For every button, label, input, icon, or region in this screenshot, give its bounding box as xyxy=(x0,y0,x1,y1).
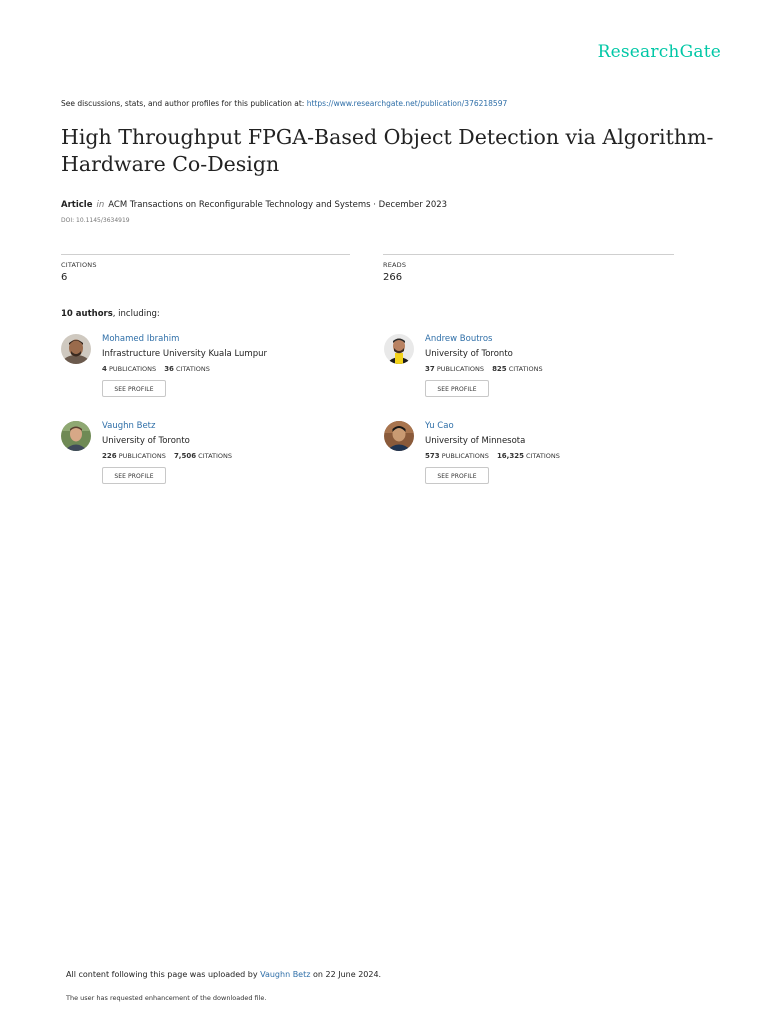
author-card-vaughn-betz xyxy=(61,421,361,501)
publication-url-link[interactable]: https://www.researchgate.net/publication/376218597 xyxy=(306,99,508,108)
uploader-link[interactable]: Vaughn Betz xyxy=(260,970,311,979)
author-institution: University of Toronto xyxy=(425,349,513,359)
author-institution: Infrastructure University Kuala Lumpur xyxy=(102,349,267,359)
enhancement-note: The user has requested enhancement of the downloaded file. xyxy=(66,994,267,1002)
see-profile-button[interactable]: SEE PROFILE xyxy=(425,467,489,484)
author-card-andrew-boutros xyxy=(384,334,684,414)
citations-label: CITATIONS xyxy=(61,261,97,269)
reads-label: READS xyxy=(383,261,407,269)
author-citations-count: 36 xyxy=(164,365,174,373)
authors-including: , including: xyxy=(112,309,160,319)
author-citations-count: 16,325 xyxy=(496,452,524,460)
publication-venue: ACM Transactions on Reconfigurable Technology and Systems · December 2023 xyxy=(108,200,448,210)
see-profile-button[interactable]: SEE PROFILE xyxy=(425,380,489,397)
doi-text: DOI: 10.1145/3634919 xyxy=(61,217,130,224)
see-discussions-text: See discussions, stats, and author profiles for this publication at: xyxy=(61,99,305,108)
author-publications-count: 37 xyxy=(425,365,435,373)
author-name-link[interactable]: Andrew Boutros xyxy=(425,334,493,344)
author-institution: University of Minnesota xyxy=(425,436,526,446)
author-publications-count: 4 xyxy=(102,365,107,373)
author-name-link[interactable]: Yu Cao xyxy=(425,421,454,431)
see-discussions-line xyxy=(61,99,507,108)
author-citations-label: CITATIONS xyxy=(176,365,210,373)
author-stats xyxy=(425,365,543,373)
author-publications-label: PUBLICATIONS xyxy=(118,452,166,460)
upload-suffix: on 22 June 2024. xyxy=(313,970,382,979)
author-stats xyxy=(102,365,210,373)
citations-divider xyxy=(61,254,350,255)
author-stats xyxy=(102,452,232,460)
see-profile-button[interactable]: SEE PROFILE xyxy=(102,467,166,484)
upload-prefix: All content following this page was uploaded by xyxy=(66,970,258,979)
author-publications-count: 573 xyxy=(425,452,440,460)
author-citations-label: CITATIONS xyxy=(526,452,560,460)
reads-divider xyxy=(383,254,674,255)
author-card-mohamed-ibrahim xyxy=(61,334,361,414)
publication-meta xyxy=(61,200,447,210)
author-publications-label: PUBLICATIONS xyxy=(441,452,489,460)
author-publications-label: PUBLICATIONS xyxy=(436,365,484,373)
see-profile-button[interactable]: SEE PROFILE xyxy=(102,380,166,397)
author-citations-label: CITATIONS xyxy=(508,365,543,373)
authors-heading xyxy=(61,309,160,319)
author-avatar[interactable] xyxy=(384,421,414,451)
author-name-link[interactable]: Vaughn Betz xyxy=(102,421,156,431)
publication-in: in xyxy=(96,200,105,210)
author-publications-label: PUBLICATIONS xyxy=(108,365,157,373)
author-publications-count: 226 xyxy=(102,452,117,460)
author-citations-count: 825 xyxy=(492,365,507,373)
reads-count: 266 xyxy=(383,272,403,283)
citations-count: 6 xyxy=(61,272,68,283)
publication-type: Article xyxy=(61,200,93,210)
paper-title xyxy=(61,124,721,178)
author-avatar[interactable] xyxy=(61,334,91,364)
author-citations-label: CITATIONS xyxy=(198,452,233,460)
author-avatar[interactable] xyxy=(61,421,91,451)
author-citations-count: 7,506 xyxy=(173,452,197,460)
upload-notice xyxy=(66,970,381,979)
author-institution: University of Toronto xyxy=(102,436,190,446)
author-name-link[interactable]: Mohamed Ibrahim xyxy=(102,334,180,344)
author-avatar[interactable] xyxy=(384,334,414,364)
researchgate-logo[interactable]: ResearchGate xyxy=(597,42,721,62)
author-stats xyxy=(425,452,560,460)
author-card-yu-cao xyxy=(384,421,684,501)
paper-title-line-2: Hardware Co-Design xyxy=(61,152,280,176)
paper-title-line-1: High Throughput FPGA-Based Object Detection via Algorithm- xyxy=(61,125,714,149)
authors-count: 10 authors xyxy=(61,309,113,319)
